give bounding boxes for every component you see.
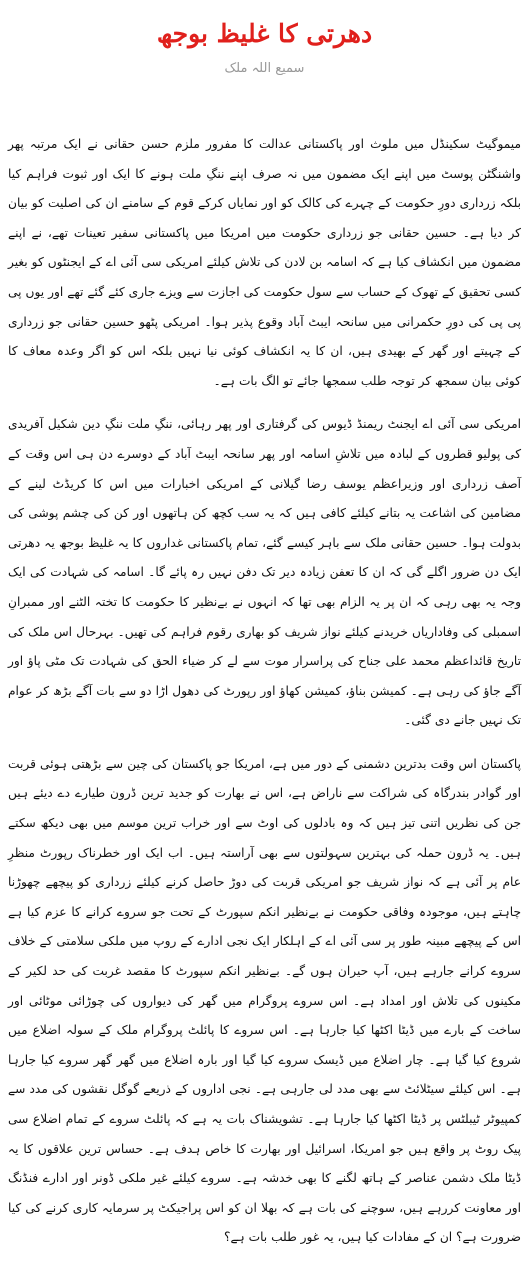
article-paragraph: امریکی سی آئی اے ایجنٹ ریمنڈ ڈیوس کی گرفتاری اور پھر رہائی، ننگِ ملت ننگِ دین شکیل آفریدی کی پولیو قطروں کے لبادہ میں تلاشِ اسامہ اور پھر سانحہ ایبٹ آباد کے دوسرے دن ہی اس وقت کے آصف زرداری اور وزیراعظم یوسف رضا گیلانی کے امریکی اخبارات میں اس کا کریڈٹ لینے کے مضامین کی اشاعت یہ بتانے کیلئے کافی ہیں کہ یہ سب کچھ کن ہاتھوں اور کن کی چشم پوشی کی بدولت ہوا۔ حسین حقانی ملک سے باہر کیسے گئے، تمام پاکستانی غداروں کا یہ غلیظ بوجھ یہ دھرتی ایک دن ضرور اگلے گی کہ ان کا تعفن زیادہ دیر تک دفن نہیں رہ پائے گا۔ اسامہ کی شہادت کی ایک وجہ یہ بھی رہی کہ ان پر یہ الزام بھی تھا کہ انہوں نے بےنظیر کا حکومت کا تختہ الٹنے اور ممبرانِ اسمبلی کی وفاداریاں خریدنے کیلئے نواز شریف کو بھاری رقوم فراہم کی تھیں۔ بہرحال اس ملک کی تاریخ قائداعظم محمد علی جناح کی پراسرار موت سے لے کر ضیاء الحق کی شہادت تک مٹی پاؤ اور آگے جاؤ کی رہی ہے۔ کمیشن بناؤ، کمیشن کھاؤ اور رپورٹ کی دھول اڑا دو سے بات آگے بڑھ کر عوام تک نہیں جانے دی گئی۔ (8, 417, 521, 728)
author-byline: سمیع اللہ ملک (224, 61, 305, 76)
article-title: دھرتی کا غلیظ بوجھ (156, 19, 373, 48)
article-body (8, 130, 521, 1267)
article-paragraph: میموگیٹ سکینڈل میں ملوث اور پاکستانی عدالت کا مفرور ملزم حسن حقانی نے ایک مرتبہ پھر واشنگٹن پوسٹ میں اپنے ایک مضمون میں نہ صرف اپنے ننگِ ملت ہونے کا ایک اور ثبوت فراہم کیا بلکہ زرداری دورِ حکومت کے چہرے کی کالک کو اور نمایاں کرکے قوم کے سامنے ان کی اصلیت کو بیان کر دیا ہے۔ حسین حقانی جو زرداری حکومت میں امریکا میں پاکستانی سفیر تعینات تھے، نے اپنے مضمون میں انکشاف کیا ہے کہ اسامہ بن لادن کی تلاش کیلئے امریکی سی آئی اے کے ایجنٹوں کو بغیر کسی تحقیق کے تھوک کے حساب سے سول حکومت کی اجازت سے ویزے جاری کئے گئے تھے اور یوں پی پی پی کی دورِ حکمرانی میں سانحہ ایبٹ آباد وقوع پذیر ہوا۔ امریکی پٹھو حسین حقانی جو زرداری کے چہیتے اور گھر کے بھیدی ہیں، ان کا یہ انکشاف کوئی نیا نہیں بلکہ اس کو اگر وعدہ معاف کا کوئی بیان سمجھ کر توجہ طلب سمجھا جائے تو الگ بات ہے۔ (8, 137, 521, 388)
article-paragraph: پاکستان اس وقت بدترین دشمنی کے دور میں ہے، امریکا جو پاکستان کی چین سے بڑھتی ہوئی قربت اور گوادر بندرگاہ کی شراکت سے ناراض ہے، اس نے بھارت کو جدید ترین ڈرون طیارے دے دیئے ہیں جن کی نظریں اتنی تیز ہیں کہ وہ بادلوں کی اوٹ سے اور خراب ترین موسم میں بھی دیکھ سکتے ہیں۔ یہ ڈرون حملہ کی بہترین سہولتوں سے بھی آراستہ ہیں۔ اب ایک اور خطرناک رپورٹ منظرِ عام پر آئی ہے کہ نواز شریف جو امریکی قربت کی دوڑ حاصل کرنے کیلئے زرداری کو پیچھے چھوڑنا چاہتے ہیں، موجودہ وفاقی حکومت نے بےنظیر انکم سپورٹ کے تحت جو سروے کرانے کا عزم کیا ہے اس کے پیچھے مبینہ طور پر سی آئی اے کے اہلکار ایک نجی ادارے کے روپ میں ملکی سلامتی کے خلاف سروے کرانے جارہے ہیں، آپ حیران ہوں گے۔ بےنظیر انکم سپورٹ کا مقصد غربت کی حد لکیر کے مکینوں کی تلاش اور امداد ہے۔ اس سروے پروگرام میں گھر کی دیواروں کی چوڑائی موٹائی اور ساخت کے بارے میں ڈیٹا اکٹھا کیا جارہا ہے۔ اس سروے کا پائلٹ پروگرام ملک کے سولہ اضلاع میں شروع کیا گیا ہے۔ چار اضلاع میں ڈیسک سروے کیا گیا اور بارہ اضلاع میں گھر گھر سروے کیا جارہا ہے۔ اس کیلئے سیٹلائٹ سے بھی مدد لی جارہی ہے۔ نجی اداروں کے ذریعے گوگل نقشوں کی مدد سے کمپیوٹر ٹیبلٹس پر ڈیٹا اکٹھا کیا جارہا ہے۔ تشویشناک بات یہ ہے کہ پائلٹ سروے کے تمام اضلاع سی پیک روٹ پر واقع ہیں جو امریکا، اسرائیل اور بھارت کا خاص ہدف ہے۔ حساس ترین علاقوں کا یہ ڈیٹا ملک دشمن عناصر کے ہاتھ لگنے کا بھی خدشہ ہے۔ سروے کیلئے غیر ملکی ڈونر اور ادارے فنڈنگ اور معاونت کررہے ہیں، سوچنے کی بات ہے کہ بھلا ان کو اس پراجیکٹ پر سرمایہ کاری کرنے کی کیا ضرورت ہے؟ ان کے مفادات کیا ہیں، یہ غور طلب بات ہے؟ (8, 756, 521, 1245)
